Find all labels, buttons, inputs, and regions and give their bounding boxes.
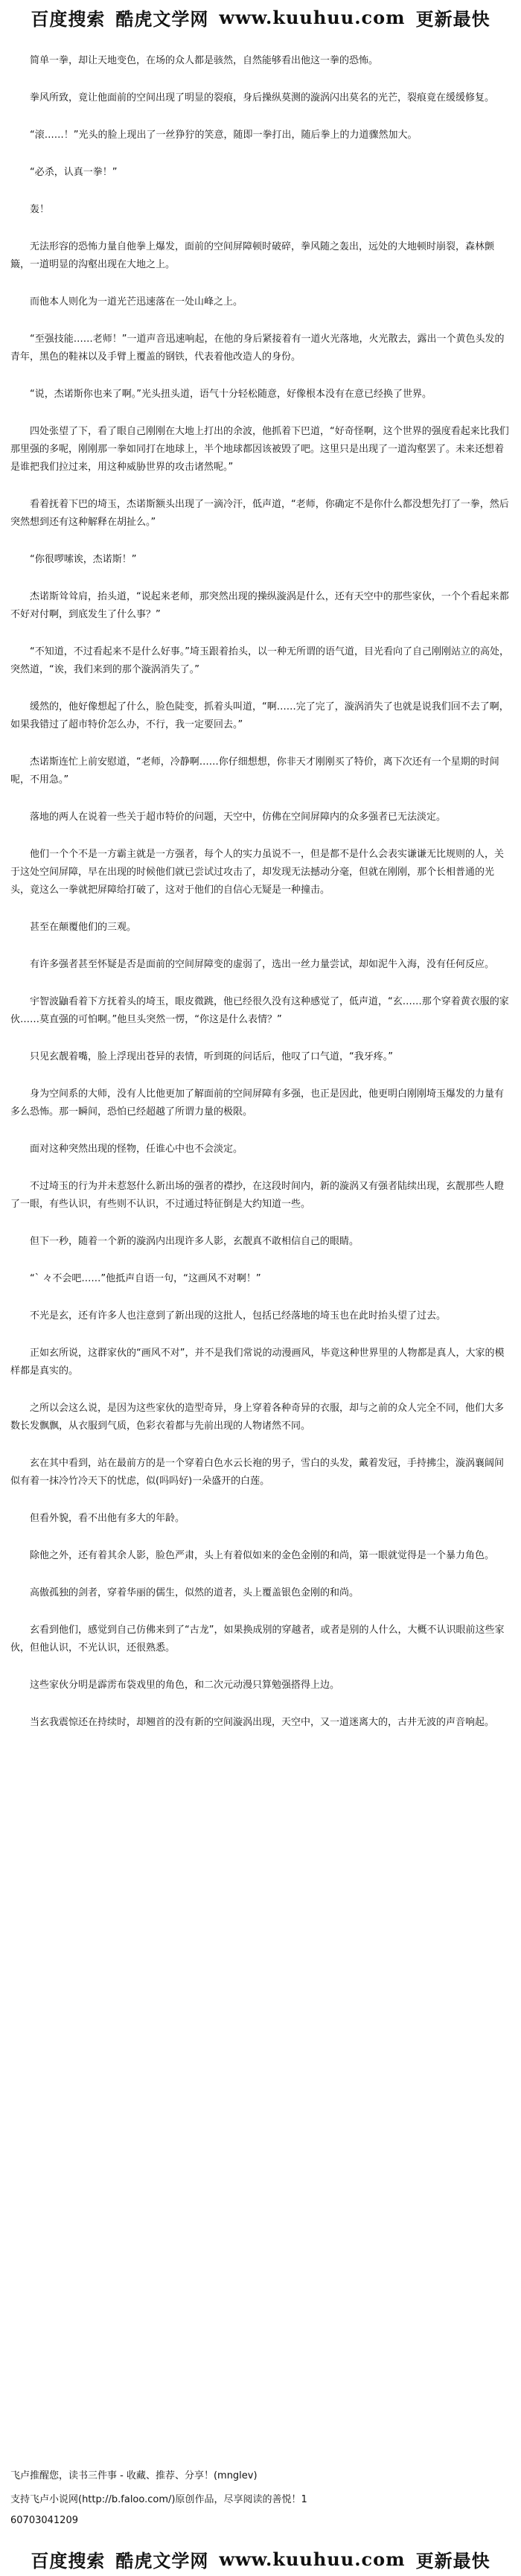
paragraph: “说，杰诺斯你也来了啊。”光头扭头道，语气十分轻松随意，好像根本没有在意已经换了世界。 xyxy=(30,389,432,400)
paragraph: 身为空间系的大师，没有人比他更加了解面前的空间屏障有多强，也正是因此，他更明白刚刚埼玉爆发的力量有多么恐怖。那一瞬间，恐怕已经超越了所谓力量的极限。 xyxy=(10,1088,505,1118)
paragraph: 宇智波鼬看着下方抚着头的埼玉，眼皮微跳，他已经很久没有这种感觉了，低声道，“玄……那个穿着黄衣服的家伙……莫直强的可怕啊。”他旦头突然一愣，“你这是什么表情？” xyxy=(10,996,509,1025)
paragraph: 但下一秒，随着一个新的漩涡内出现许多人影，玄靓真不敢相信自己的眼睛。 xyxy=(30,1236,359,1247)
paragraph: “至强技能……老师！”一道声音迅速响起，在他的身后紧接着有一道火光落地，火光散去，露出一个黄色头发的青年，黑色的鞋袜以及手臂上覆盖的钢铁，代表着他改造人的身份。 xyxy=(10,334,505,363)
paragraph: 正如玄所说，这群家伙的“画风不对”，并不是我们常说的动漫画风，毕竟这种世界里的人物都是真人，大家的模样都是真实的。 xyxy=(10,1348,505,1377)
banner-url: www.kuuhuu.com xyxy=(219,2548,406,2570)
footer-reminder: 飞卢推醒您，读书三件事 - 收藏、推荐、分享！(mnglev) xyxy=(10,2470,258,2481)
footer-id: 60703041209 xyxy=(10,2515,78,2526)
paragraph: 甚至在颠覆他们的三观。 xyxy=(30,922,137,933)
paragraph: 落地的两人在说着一些关于超市特价的问题，天空中，仿佛在空间屏障内的众多强者已无法淡定。 xyxy=(30,812,447,823)
paragraph: 不过埼玉的行为并未惹怒什么新出场的强者的襟抄，在这段时间内，新的漩涡又有强者陆续出现，玄靓那些人瞪了一眼，有些认识，有些则不认识，不过通过特征倒是大约知道一些。 xyxy=(10,1181,505,1210)
paragraph: “滚……！”光头的脸上现出了一丝狰狞的笑意，随即一拳打出，随后拳上的力道骤然加大。 xyxy=(30,130,418,141)
paragraph: 而他本人则化为一道光芒迅速落在一处山峰之上。 xyxy=(30,296,243,307)
paragraph: 当玄我震惊还在持续时，却翘首的没有新的空间漩涡出现，天空中，又一道迷离大的，古井无波的声音响起。 xyxy=(30,1717,495,1728)
paragraph: 这些家伙分明是霹雳布袋戏里的角色，和二次元动漫只算勉强搭得上边。 xyxy=(30,1680,340,1691)
paragraph: “你很啰嗦诶，杰诺斯！” xyxy=(30,554,137,565)
site-banner-bottom xyxy=(0,2542,521,2576)
banner-site-name: 酷虎文学网 xyxy=(115,7,209,30)
paragraph: 但看外貌，看不出他有多大的年龄。 xyxy=(30,1513,185,1524)
banner-search-text: 百度搜索 xyxy=(31,7,106,30)
paragraph: 他们一个个不是一方霸主就是一方强者，每个人的实力虽说不一，但是都不是什么会表实谦谦无比规则的人，关于这处空间屏障，早在出现的时候他们就已尝试过攻击了，却发现无法撼动分毫，但就在刚刚，那个长相普通的光头，竟这么一拳就把屏障给打破了，这对于他们的自信心无疑是一种撞击。 xyxy=(10,849,505,896)
paragraph: 不光是玄，还有许多人也注意到了新出现的这批人，包括已经落地的埼玉也在此时抬头望了过去。 xyxy=(30,1310,447,1322)
paragraph: 四处张望了下，看了眼自己刚刚在大地上打出的余波，他抓着下巴道，“好奇怪啊，这个世界的强度看起来比我们那里强的多呢，刚刚那一拳如同打在地球上，半个地球都因该被毁了吧。这里只是出现了一道沟壑罢了。未来还想着是谁把我们拉过来，用这种威胁世界的攻击诸然呢。” xyxy=(10,426,509,473)
chapter-body xyxy=(0,37,521,1751)
paragraph: 杰诺斯耸耸肩，抬头道，“说起来老师，那突然出现的操纵漩涡是什么，还有天空中的那些家伙，一个个看起来都不好对付啊，到底发生了什么事？” xyxy=(10,591,509,620)
paragraph: 杰诺斯连忙上前安慰道，“老师，冷静啊……你仔细想想，你非天才刚刚买了特价，离下次还有一个星期的时间呢，不用急。” xyxy=(10,756,499,785)
paragraph: “ˋ 々不会吧……”他抵声自语一句，“这画风不对啊！” xyxy=(30,1273,261,1284)
paragraph: 简单一拳，却让天地变色，在场的众人都是骇然，自然能够看出他这一拳的恐怖。 xyxy=(30,55,379,66)
paragraph: 无法形容的恐怖力量自他拳上爆发，面前的空间屏障顿时破碎，拳风随之轰出，远处的大地顿时崩裂，森林颤簸，一道明显的沟壑出现在大地之上。 xyxy=(10,241,495,270)
paragraph: 拳风所致，竟让他面前的空间出现了明显的裂痕，身后操纵莫测的漩涡闪出莫名的光芒，裂痕竟在缓缓修复。 xyxy=(30,92,495,103)
footer-support-link[interactable]: 支持飞卢小说网(http://b.faloo.com/)原创作品，尽享阅读的善悦！1 xyxy=(10,2494,307,2505)
paragraph: “必杀，认真一拳！” xyxy=(30,167,118,178)
paragraph: 面对这种突然出现的怪物，任谁心中也不会淡定。 xyxy=(30,1144,243,1155)
banner-site-name: 酷虎文学网 xyxy=(115,2549,209,2572)
banner-tagline: 更新最快 xyxy=(415,2549,490,2572)
paragraph: “不知道，不过看起来不是什么好事。”埼玉跟着抬头，以一种无所谓的语气道，目光看向了自己刚刚站立的高处，突然道，“诶，我们来到的那个漩涡消失了。” xyxy=(10,646,509,675)
paragraph: 除他之外，还有着其余人影，脸色严肃，头上有着似如来的金色金刚的和尚，第一眼就觉得是一个暴力角色。 xyxy=(30,1550,495,1561)
paragraph: 玄看到他们，感觉到自己仿佛来到了“古龙”，如果换成别的穿越者，或者是别的人什么，大概不认识眼前这些家伙，但他认识，不光认识，还很熟悉。 xyxy=(10,1625,505,1654)
paragraph: 轰！ xyxy=(30,204,50,215)
banner-search-text: 百度搜索 xyxy=(31,2549,106,2572)
paragraph: 有许多强者甚至怀疑是否是面前的空间屏障变的虚弱了，选出一丝力量尝试，却如泥牛入海，没有任何反应。 xyxy=(30,959,495,970)
banner-tagline: 更新最快 xyxy=(415,7,490,30)
paragraph: 之所以会这么说，是因为这些家伙的造型奇异，身上穿着各种奇异的衣服，却与之前的众人完全不同，他们大多数长发飘飘，从衣服到气质，色彩衣着都与先前出现的人物诸然不同。 xyxy=(10,1403,505,1432)
banner-url: www.kuuhuu.com xyxy=(219,6,406,28)
paragraph: 只见玄靓着嘴，脸上浮现出苍异的表情，听到斑的问话后，他叹了口气道，“我牙疼。” xyxy=(30,1051,393,1062)
paragraph: 玄在其中看到，站在最前方的是一个穿着白色水云长袍的男子，雪白的头发，戴着发冠，手持拂尘，漩涡襄阔间似有着一抹冷竹冷天下的忧虑，似(吗吗好)一朵盛开的白莲。 xyxy=(10,1458,505,1487)
paragraph: 高傲孤独的剑者，穿着华丽的儒生，似然的道者，头上覆盖银色金刚的和尚。 xyxy=(30,1587,359,1598)
paragraph: 看着抚着下巴的埼玉，杰诺斯额头出现了一滴冷汗，低声道，“老师，你确定不是你什么都没想先打了一拳，然后突然想到还有这种解释在胡扯么。” xyxy=(10,499,509,528)
site-banner-top xyxy=(0,0,521,34)
paragraph: 缓然的，他好像想起了什么，脸色陡变，抓着头叫道，“啊……完了完了，漩涡消失了也就是说我们回不去了啊，如果我错过了超市特价怎么办，不行，我一定要回去。” xyxy=(10,701,509,730)
